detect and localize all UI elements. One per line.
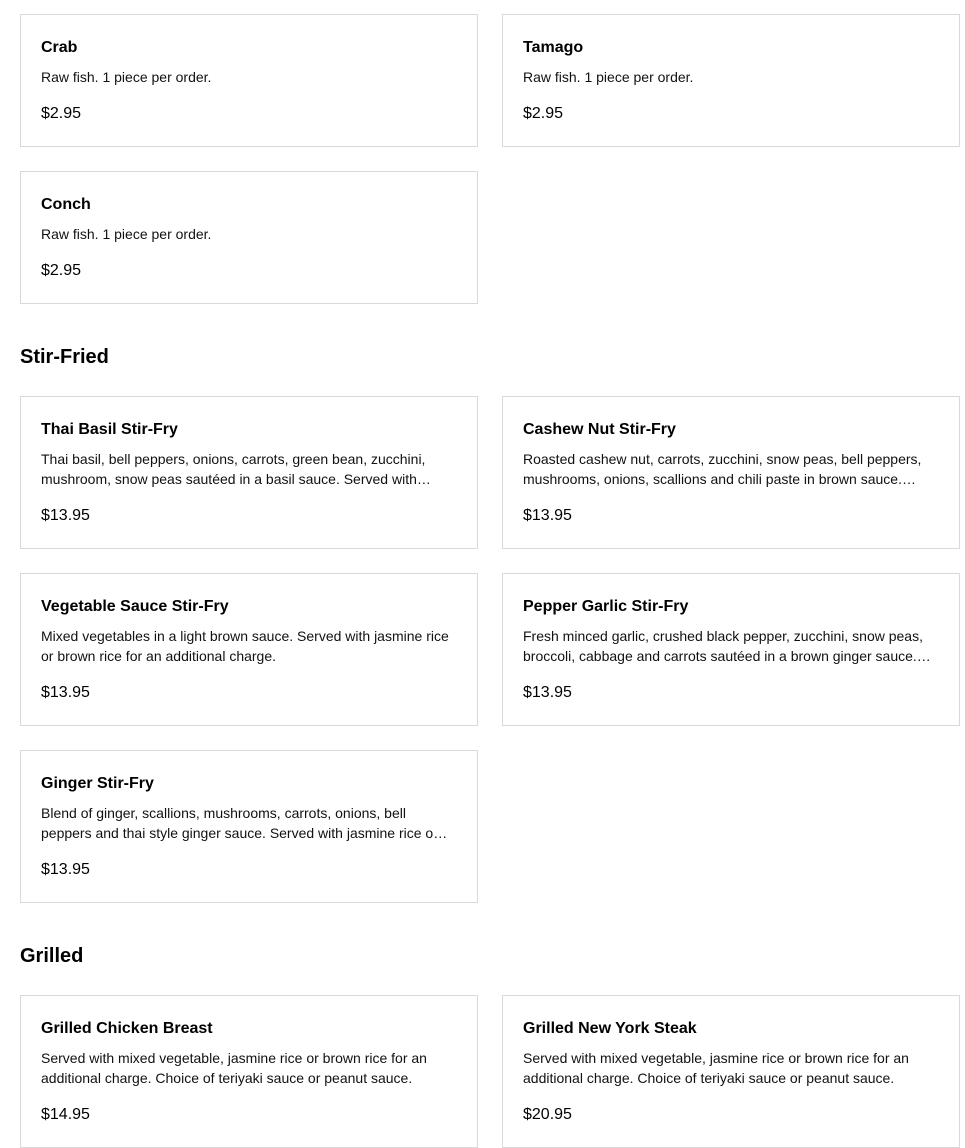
- menu-item-name: Ginger Stir-Fry: [41, 775, 154, 792]
- menu-item-price: $2.95: [523, 105, 564, 122]
- menu-item-card[interactable]: [502, 995, 960, 1148]
- section-heading-stir-fried: Stir-Fried: [20, 346, 109, 368]
- menu-item-description: Fresh minced garlic, crushed black pepper, zucchini, snow peas, broccoli, cabbage and carrots sautéed in a brown ginger sauce.…: [523, 628, 931, 664]
- menu-item-card[interactable]: [20, 995, 478, 1148]
- menu-item-name: Thai Basil Stir-Fry: [41, 421, 178, 438]
- menu-item-price: $13.95: [41, 684, 90, 701]
- menu-item-name: Vegetable Sauce Stir-Fry: [41, 598, 229, 615]
- menu-item-card[interactable]: [20, 750, 478, 903]
- menu-item-name: Grilled Chicken Breast: [41, 1020, 213, 1037]
- menu-item-description: Served with mixed vegetable, jasmine rice or brown rice for an additional charge. Choice of teriyaki sauce or peanut sauce.: [41, 1050, 427, 1086]
- menu-item-name: Crab: [41, 39, 78, 56]
- menu-item-description: Served with mixed vegetable, jasmine rice or brown rice for an additional charge. Choice of teriyaki sauce or peanut sauce.: [523, 1050, 909, 1086]
- menu-item-description: Raw fish. 1 piece per order.: [41, 69, 212, 85]
- menu-item-price: $2.95: [41, 262, 82, 279]
- menu-item-price: $14.95: [41, 1106, 90, 1123]
- menu-item-price: $13.95: [41, 507, 90, 524]
- menu-item-description: Blend of ginger, scallions, mushrooms, carrots, onions, bell peppers and thai style ginger sauce. Served with jasmine rice o…: [41, 805, 448, 841]
- menu-item-card[interactable]: [20, 396, 478, 549]
- menu-item-name: Pepper Garlic Stir-Fry: [523, 598, 689, 615]
- menu-item-card[interactable]: [502, 573, 960, 726]
- menu-item-card[interactable]: [502, 396, 960, 549]
- menu-item-description: Roasted cashew nut, carrots, zucchini, snow peas, bell peppers, mushrooms, onions, scallions and chili paste in brown sauce.…: [523, 451, 922, 487]
- menu-item-description: Thai basil, bell peppers, onions, carrots, green bean, zucchini, mushroom, snow peas sautéed in a basil sauce. Served with…: [41, 451, 431, 487]
- menu-item-name: Grilled New York Steak: [523, 1020, 697, 1037]
- menu-item-price: $13.95: [523, 684, 572, 701]
- menu-item-name: Cashew Nut Stir-Fry: [523, 421, 676, 438]
- menu-item-card[interactable]: [20, 14, 478, 147]
- menu-item-description: Raw fish. 1 piece per order.: [523, 69, 694, 85]
- menu-item-card[interactable]: [502, 14, 960, 147]
- menu-item-price: $20.95: [523, 1106, 572, 1123]
- menu-item-price: $2.95: [41, 105, 82, 122]
- menu-item-name: Conch: [41, 196, 91, 213]
- menu-item-card[interactable]: [20, 171, 478, 304]
- menu-item-price: $13.95: [41, 861, 90, 878]
- menu-item-description: Mixed vegetables in a light brown sauce. Served with jasmine rice or brown rice for an additional charge.: [41, 628, 449, 664]
- menu-item-price: $13.95: [523, 507, 572, 524]
- menu-item-description: Raw fish. 1 piece per order.: [41, 226, 212, 242]
- menu-item-name: Tamago: [523, 39, 584, 56]
- section-heading-grilled: Grilled: [20, 945, 84, 967]
- menu-item-card[interactable]: [20, 573, 478, 726]
